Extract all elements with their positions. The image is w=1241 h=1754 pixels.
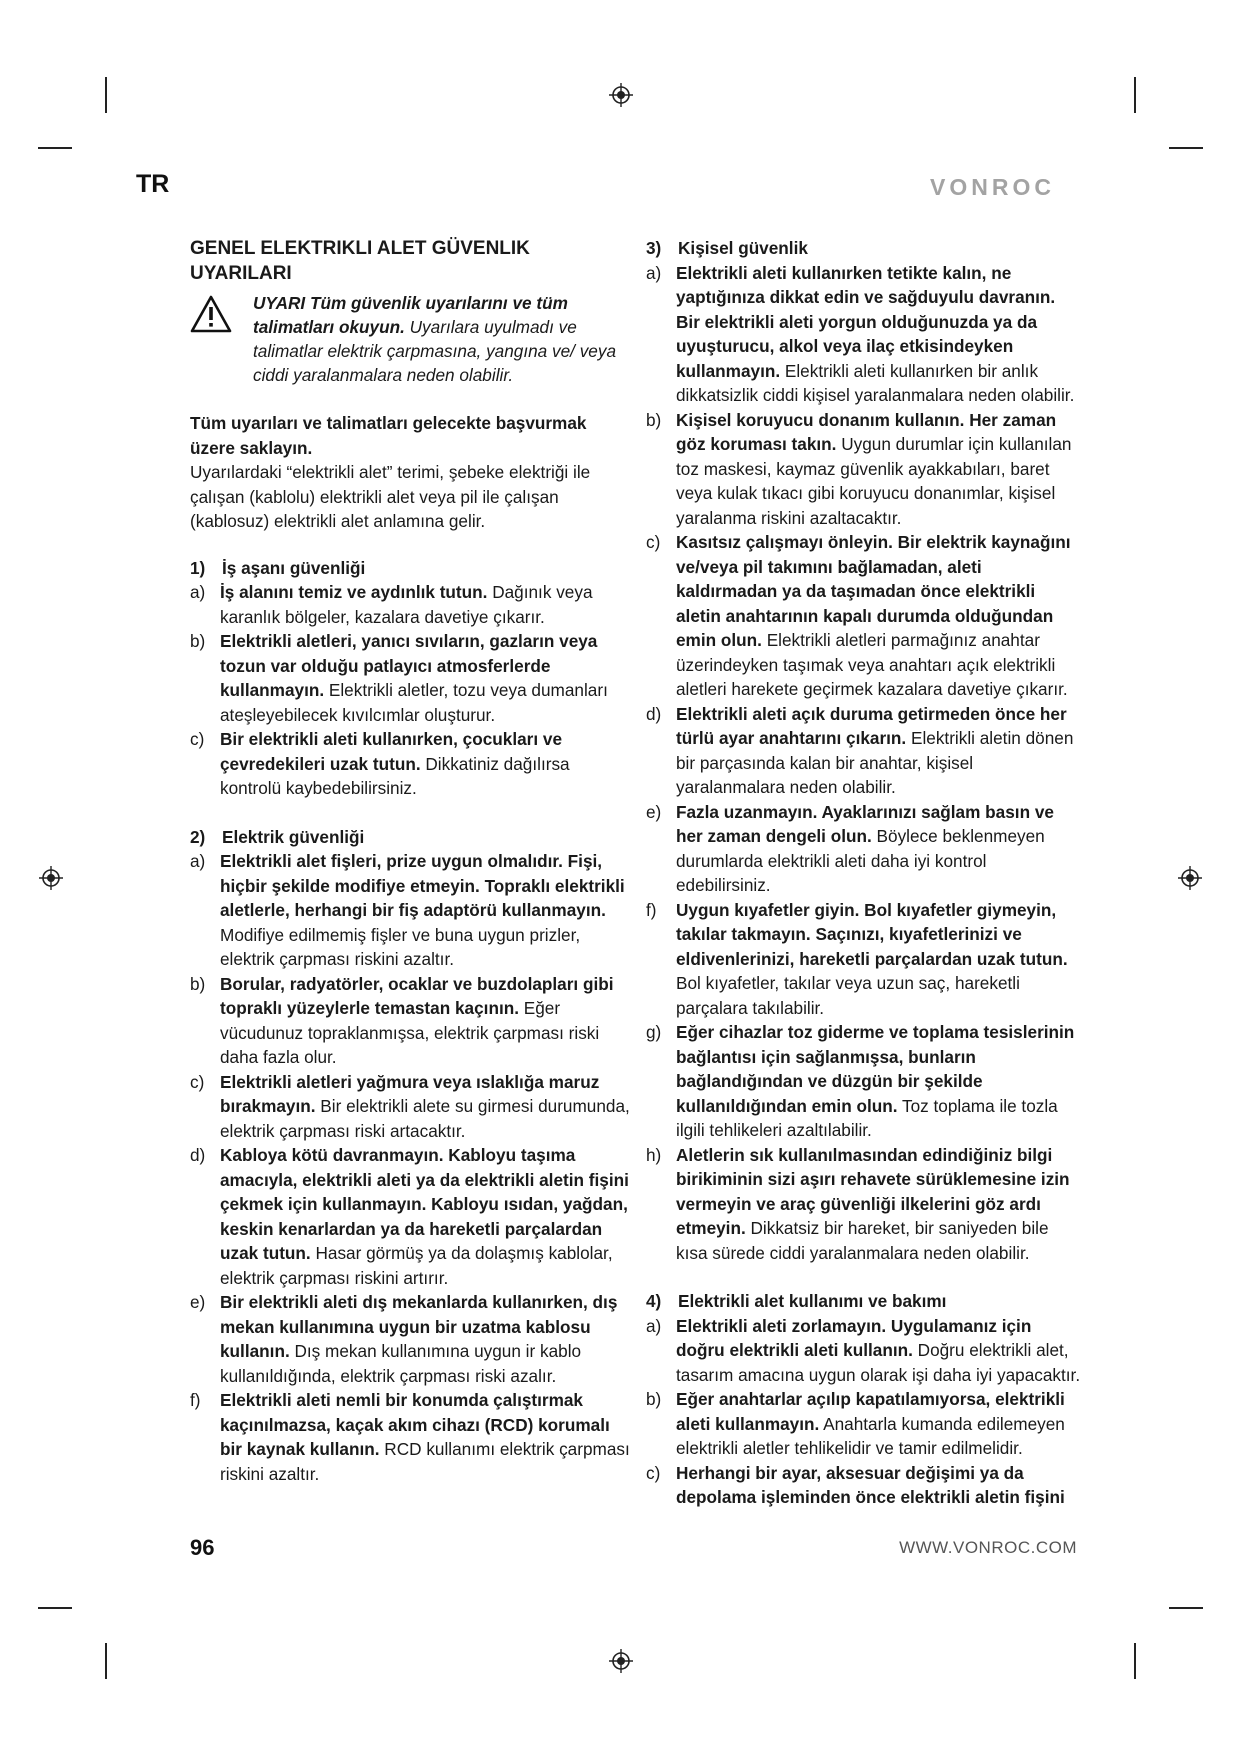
- item-label: c): [190, 729, 205, 749]
- item-label: a): [190, 851, 206, 871]
- item-label: c): [646, 1462, 661, 1483]
- item-text: Böylece beklenmeyen durumlarda elektrikli aleti daha iyi kontrol edebilirsiniz.: [676, 826, 1045, 895]
- term-definition: Uyarılardaki “elektrikli alet” terimi, şebeke elektriği ile çalışan (kablolu) elektrikli alet veya pil ile çalışan (kablosuz) elektrikli alet anlamına gelir.: [190, 462, 591, 531]
- section-number: 1): [190, 557, 206, 578]
- item-bold: Kabloya kötü davranmayın. Kabloyu taşıma amacıyla, elektrikli aleti ya da elektrikli aletin fişini çekmek için kullanmayın. Kabloyu ısıdan, yağdan, keskin kenarlardan ya da hareketli parçalardan uzak tutun.: [220, 1145, 629, 1263]
- section-work-area: [190, 556, 630, 581]
- item-text: Hasar görmüş ya da dolaşmış kablolar, elektrik çarpması riskini artırır.: [220, 1243, 613, 1288]
- list-item: [646, 261, 1082, 408]
- list-item: [646, 702, 1082, 800]
- list-item: [646, 800, 1082, 898]
- website-url: WWW.VONROC.COM: [899, 1538, 1077, 1557]
- list-item: [190, 972, 630, 1070]
- item-text: Uygun durumlar için kullanılan toz maskesi, kaymaz güvenlik ayakkabıları, baret veya kulak tıkacı gibi koruyucu donanımlar, kişisel yaralanma riskini azaltacaktır.: [676, 434, 1072, 528]
- page-number: 96: [190, 1535, 215, 1560]
- crop-mark: [105, 77, 107, 113]
- section-title: Elektrikli alet kullanımı ve bakımı: [678, 1291, 947, 1311]
- list-item: [190, 1070, 630, 1144]
- item-text: Eğer vücudunuz topraklanmışsa, elektrik çarpması riski daha fazla olur.: [220, 998, 600, 1067]
- item-label: h): [646, 1144, 662, 1165]
- item-text: Modifiye edilmemiş fişler ve buna uygun prizler, elektrik çarpması riskini azaltır.: [220, 924, 581, 969]
- item-label: b): [190, 631, 206, 651]
- section-number: 4): [646, 1291, 662, 1311]
- item-label: f): [190, 1390, 201, 1410]
- item-label: b): [646, 1389, 662, 1409]
- item-bold: Elektrikli aleti zorlamayın. Uygulamanız için doğru elektrikli aleti kullanın.: [676, 1315, 1032, 1360]
- list-item: [190, 580, 630, 629]
- registration-mark-icon: [608, 82, 634, 108]
- item-bold: İş alanını temiz ve aydınlık tutun.: [220, 582, 488, 602]
- item-text: Toz toplama ile tozla ilgili tehlikeleri azaltılabilir.: [676, 1095, 1058, 1140]
- item-label: b): [190, 973, 206, 994]
- item-text: Elektrikli aletleri parmağınız anahtar üzerindeyken taşımak veya anahtarı açık elektrikli aletleri harekete geçirmek kazalara davetiye çıkarır.: [676, 630, 1068, 699]
- item-label: g): [646, 1022, 662, 1042]
- list-item: [646, 408, 1082, 531]
- crop-mark: [1134, 1643, 1136, 1679]
- registration-mark-icon: [38, 865, 64, 891]
- item-text: RCD kullanımı elektrik çarpması riskini azaltır.: [220, 1439, 630, 1484]
- item-bold: Elektrikli aletleri yağmura veya ıslaklığa maruz bırakmayın.: [220, 1071, 600, 1116]
- crop-mark: [1169, 1607, 1203, 1609]
- list-item: [190, 727, 630, 801]
- item-bold: Elektrikli alet fişleri, prize uygun olmalıdır. Fişi, hiçbir şekilde modifiye etmeyin. Topraklı elektrikli aletlerle, herhangi bir fiş adaptörü kullanmayın.: [220, 851, 625, 920]
- item-text: Elektrikli aleti kullanırken bir anlık dikkatsizlik ciddi kişisel yaralanmalara neden olabilir.: [676, 360, 1075, 405]
- list-item: [646, 1020, 1082, 1143]
- list-item: [646, 1387, 1082, 1461]
- item-bold: Herhangi bir ayar, aksesuar değişimi ya da depolama işleminden önce elektrikli aletin fişini: [676, 1462, 1065, 1507]
- list-item: [190, 1143, 630, 1290]
- section-title: Elektrik güvenliği: [222, 826, 365, 847]
- item-label: c): [646, 532, 661, 552]
- warning-text: Uyarılara uyulmadı ve talimatlar elektrik çarpmasına, yangına ve/ veya ciddi yaralanmalara neden olabilir.: [253, 317, 617, 385]
- item-label: e): [190, 1292, 206, 1312]
- item-bold: Bir elektrikli aleti kullanırken, çocukları ve çevredekileri uzak tutun.: [220, 729, 563, 774]
- item-bold: Elektrikli aleti açık duruma getirmeden önce her türlü ayar anahtarını çıkarın.: [676, 703, 1067, 748]
- item-bold: Aletlerin sık kullanılmasından edindiğiniz bilgi birikiminin sizi aşırı rehavete sürüklemesine izin vermeyin ve araç güvenliği ilkelerini göz ardı etmeyin.: [676, 1144, 1070, 1238]
- item-label: d): [190, 1145, 206, 1165]
- brand-logo: VONROC: [930, 174, 1055, 200]
- item-label: a): [190, 582, 206, 602]
- item-bold: Elektrikli aleti nemli bir konumda çalıştırmak kaçınılmazsa, kaçak akım cihazı (RCD) korumalı bir kaynak kullanın.: [220, 1390, 610, 1459]
- section-title: Kişisel güvenlik: [678, 238, 808, 258]
- crop-mark: [1134, 77, 1136, 113]
- left-column: [190, 236, 630, 1486]
- list-item: [646, 1314, 1082, 1388]
- registration-mark-icon: [1177, 865, 1203, 891]
- crop-mark: [1169, 147, 1203, 149]
- keep-instructions: Tüm uyarıları ve talimatları gelecekte başvurmak üzere saklayın.: [190, 413, 587, 458]
- section-personal-safety: [646, 236, 1082, 261]
- item-label: a): [646, 1315, 662, 1336]
- list-item: [190, 1388, 630, 1486]
- list-item: [190, 629, 630, 727]
- item-bold: Kasıtsız çalışmayı önleyin. Bir elektrik kaynağını ve/veya pil takımını bağlamadan, aleti kaldırmadan ya da taşımadan önce elektrikli aletin anahtarının kapalı durumda olduğundan emin olun.: [676, 532, 1071, 650]
- section-heading: GENEL ELEKTRIKLI ALET GÜVENLIK UYARILARI: [190, 238, 530, 284]
- item-text: Elektrikli aletler, tozu veya dumanları ateşleyebilecek kıvılcımlar oluşturur.: [220, 680, 608, 725]
- item-label: a): [646, 262, 662, 283]
- section-electrical: [190, 825, 630, 850]
- item-text: Bir elektrikli alete su girmesi durumunda, elektrik çarpması riski artacaktır.: [220, 1096, 630, 1141]
- item-bold: Uygun kıyafetler giyin. Bol kıyafetler giymeyin, takılar takmayın. Saçınızı, kıyafetlerinizi ve eldivenlerinizi, hareketli parçalardan uzak tutun.: [676, 899, 1068, 969]
- crop-mark: [38, 1607, 72, 1609]
- item-text: Dikkatiniz dağılırsa kontrolü kaybedebilirsiniz.: [220, 753, 570, 798]
- list-item: [646, 530, 1082, 702]
- item-label: e): [646, 801, 662, 822]
- item-label: f): [646, 899, 657, 920]
- item-text: Doğru elektrikli alet, tasarım amacına uygun olarak işi daha iyi yapacaktır.: [676, 1340, 1081, 1385]
- item-text: Dağınık veya karanlık bölgeler, kazalara davetiye çıkarır.: [220, 582, 593, 627]
- item-label: c): [190, 1071, 205, 1092]
- item-bold: Borular, radyatörler, ocaklar ve buzdolapları gibi topraklı yüzeylerle temastan kaçının.: [220, 973, 614, 1018]
- language-code: TR: [136, 170, 170, 198]
- warning-block: [190, 291, 630, 387]
- item-bold: Eğer anahtarlar açılıp kapatılamıyorsa, elektrikli aleti kullanmayın.: [676, 1389, 1065, 1434]
- item-text: Anahtarla kumanda edilemeyen elektrikli aletler tehlikelidir ve tamir edilmelidir.: [676, 1413, 1065, 1458]
- warning-triangle-icon: [190, 295, 232, 333]
- section-title: İş aşanı güvenliği: [222, 557, 366, 578]
- item-bold: Fazla uzanmayın. Ayaklarınızı sağlam basın ve her zaman dengeli olun.: [676, 801, 1054, 846]
- item-text: Dış mekan kullanımına uygun ir kablo kullanıldığında, elektrik çarpması riski azalır.: [220, 1341, 582, 1386]
- crop-mark: [38, 147, 72, 149]
- section-number: 2): [190, 826, 206, 847]
- section-number: 3): [646, 238, 662, 258]
- item-text: Elektrikli aletin dönen bir parçasında kalan bir anahtar, kişisel yaralanmalara neden olabilir.: [676, 728, 1074, 797]
- item-label: b): [646, 409, 662, 430]
- item-text: Bol kıyafetler, takılar veya uzun saç, hareketli parçalara takılabilir.: [676, 973, 1020, 1018]
- list-item: [646, 898, 1082, 1021]
- item-text: Dikkatsiz bir hareket, bir saniyeden bile kısa sürede ciddi yaralanmalara neden olabilir.: [676, 1218, 1049, 1263]
- item-bold: Kişisel koruyucu donanım kullanın. Her zaman göz koruması takın.: [676, 409, 1057, 454]
- list-item: [646, 1143, 1082, 1266]
- item-bold: Eğer cihazlar toz giderme ve toplama tesislerinin bağlantısı için sağlanmışsa, bunların bağlandığından ve düzgün bir şekilde kullanıldığından emin olun.: [676, 1022, 1075, 1116]
- item-label: d): [646, 703, 662, 724]
- crop-mark: [105, 1643, 107, 1679]
- list-item: [646, 1461, 1082, 1510]
- item-bold: Elektrikli aleti kullanırken tetikte kalın, ne yaptığınıza dikkat edin ve sağduyulu davranın. Bir elektrikli aleti yorgun olduğunuzda ya da uyuşturucu, alkol veya ilaç etkisindeyken kullanmayın.: [676, 262, 1056, 381]
- item-bold: Elektrikli aletleri, yanıcı sıvıların, gazların veya tozun var olduğu patlayıcı atmosferlerde kullanmayın.: [220, 631, 598, 700]
- registration-mark-icon: [608, 1648, 634, 1674]
- list-item: [190, 849, 630, 972]
- item-bold: Bir elektrikli aleti dış mekanlarda kullanırken, dış mekan kullanımına uygun bir uzatma kablosu kullanın.: [220, 1292, 618, 1361]
- right-column: [646, 236, 1082, 1510]
- list-item: [190, 1290, 630, 1388]
- section-tool-use: [646, 1289, 1082, 1314]
- warning-lead: UYARI Tüm güvenlik uyarılarını ve tüm talimatları okuyun.: [253, 293, 568, 337]
